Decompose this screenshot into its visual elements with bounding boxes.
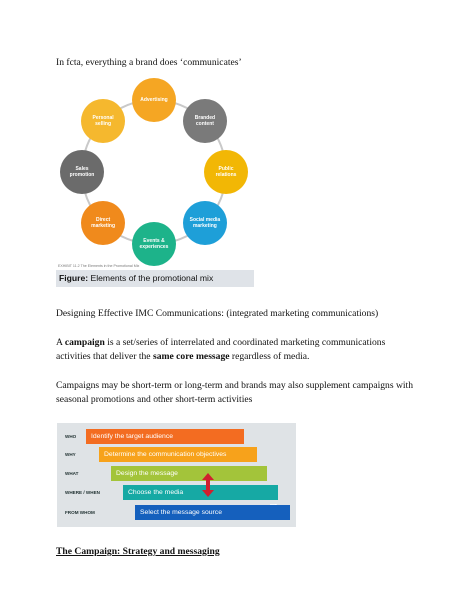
designing-text: Designing Effective IMC Communications: (integrated marketing communications) [56, 308, 379, 319]
mix-node-label: Social media marketing [189, 216, 221, 229]
campaign-term: campaign [64, 337, 105, 348]
mix-node [183, 201, 227, 245]
mix-node [132, 222, 176, 266]
funnel-step: Determine the communication objectives [99, 447, 257, 462]
mix-node-label: Direct marketing [91, 216, 116, 229]
mix-node [183, 99, 227, 143]
mix-node [81, 99, 125, 143]
mix-node [204, 150, 248, 194]
funnel-step: Choose the media [123, 485, 278, 500]
mix-node-label: Sales promotion [69, 166, 95, 178]
campaign-mid: is a set/series of interrelated and coordinated marketing communications activities that deliver the [56, 337, 386, 362]
funnel-row-label: FROM WHOM [65, 510, 95, 515]
figure-caption-lead: Figure: [59, 273, 89, 283]
campaign-post: regardless of media. [229, 350, 310, 362]
funnel-row-label: WHO [65, 434, 77, 439]
funnel-step: Identify the target audience [86, 429, 244, 444]
campaign-pre: A [56, 337, 65, 348]
campaign-strong: same core message [152, 350, 230, 362]
mix-node-label: Public relations [215, 166, 237, 178]
mix-node [132, 78, 176, 122]
down-arrow-icon [269, 498, 277, 505]
figure-caption-text: Elements of the promotional mix [88, 273, 214, 283]
message-design-figure [57, 423, 296, 527]
promotional-mix-figure [56, 72, 254, 288]
mix-node-label: Events & experiences [139, 238, 169, 250]
double-arrow-icon [202, 473, 214, 502]
section-heading: The Campaign: Strategy and messaging [56, 546, 220, 557]
mix-node [60, 150, 104, 194]
mix-node-label: Personal selling [92, 115, 114, 128]
funnel-step: Select the message source [135, 505, 290, 520]
mix-node-label: Advertising [140, 97, 168, 103]
funnel-row-label: WHAT [65, 471, 79, 476]
figure-caption [56, 270, 254, 287]
funnel-step: Design the message [111, 466, 267, 481]
intro-text: In fcta, everything a brand does ‘communicates’ [56, 57, 242, 68]
campaign-definition [56, 336, 416, 363]
funnel-row-label: WHERE / WHEN [65, 490, 100, 495]
mix-node [81, 201, 125, 245]
exhibit-caption: EXHIBIT 11.2 The Elements in the Promotional Mix [58, 264, 140, 268]
campaigns-paragraph: Campaigns may be short-term or long-term and brands may also supplement campaigns with seasonal promotions and other short-term activities [56, 380, 414, 405]
funnel-row-label: WHY [65, 452, 76, 457]
mix-node-label: Branded content [194, 115, 216, 128]
